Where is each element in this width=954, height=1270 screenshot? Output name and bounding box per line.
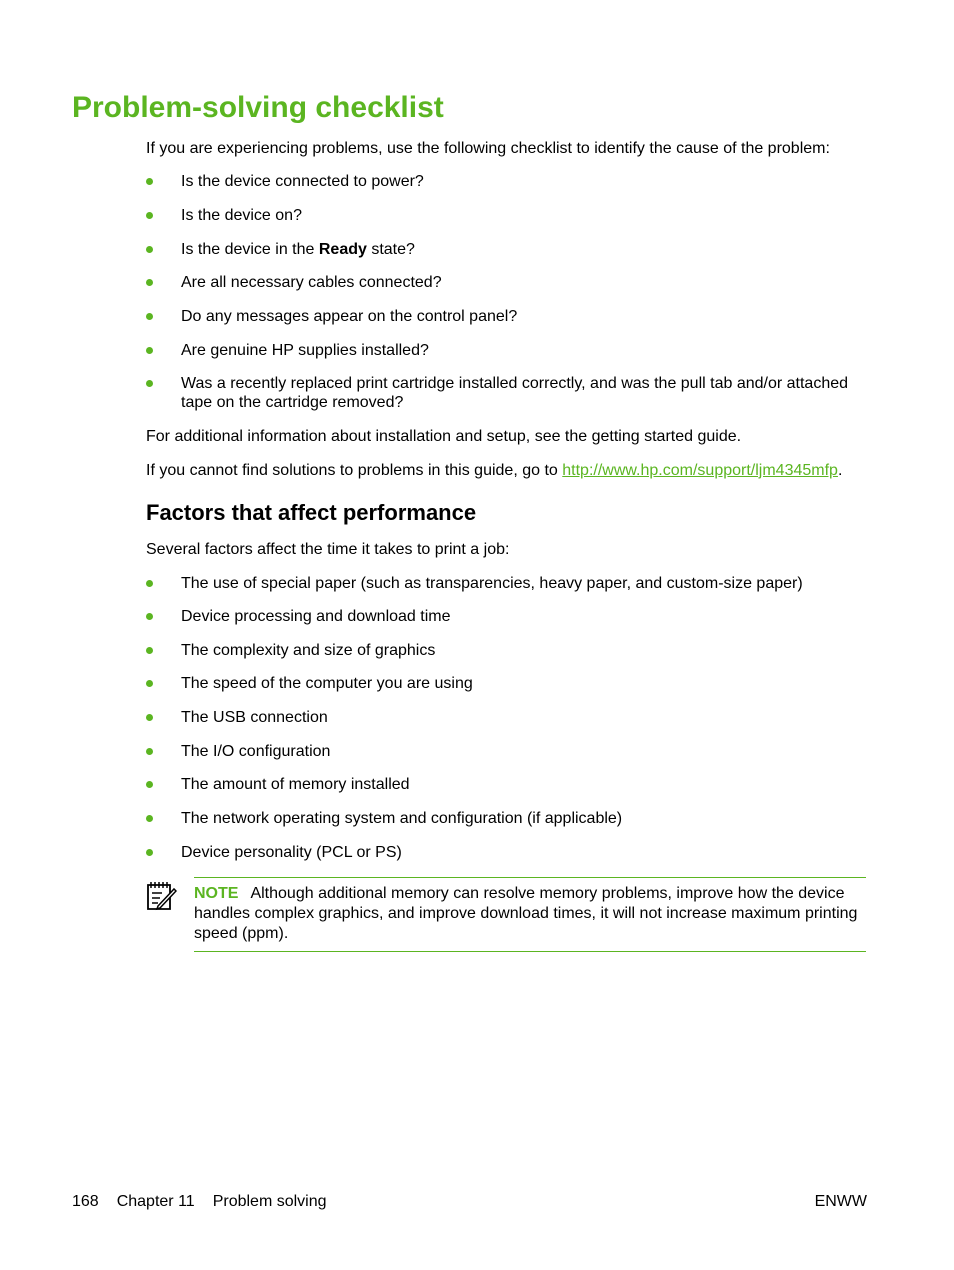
bullet-icon [146,680,153,687]
bullet-icon [146,781,153,788]
list-item: Is the device on? [146,206,856,225]
intro-paragraph: If you are experiencing problems, use the following checklist to identify the cause of the problem: [146,140,830,157]
list-item: The network operating system and configuration (if applicable) [146,809,856,828]
list-item: The speed of the computer you are using [146,674,856,693]
note-box [194,877,866,952]
ready-state-label: Ready [318,241,367,258]
bullet-icon [146,647,153,654]
list-item: The I/O configuration [146,742,856,761]
page-number: 168 [72,1193,99,1210]
footer-chapter: Chapter 11 [116,1193,195,1210]
list-item: The complexity and size of graphics [146,641,856,660]
footer-left [72,1192,327,1211]
bullet-icon [146,347,153,354]
support-paragraph: If you cannot find solutions to problems in this guide, go to http://www.hp.com/support/ljm4345mfp. [146,462,843,479]
bullet-icon [146,246,153,253]
note-text: NOTE Although additional memory can resolve memory problems, improve how the device handles complex graphics, and improve download times, it will not increase maximum printing speed (ppm). [194,885,858,942]
factors-intro-paragraph: Several factors affect the time it takes to print a job: [146,541,510,558]
note-label: NOTE [194,885,239,902]
note-pad-icon [145,880,177,912]
list-item: The USB connection [146,708,856,727]
bullet-icon [146,279,153,286]
list-item: Device processing and download time [146,607,856,626]
bullet-icon [146,313,153,320]
list-item: Was a recently replaced print cartridge installed correctly, and was the pull tab and/or attached tape on the cartridge removed? [146,374,856,412]
additional-info-paragraph: For additional information about installation and setup, see the getting started guide. [146,428,742,445]
bullet-icon [146,849,153,856]
list-item: The amount of memory installed [146,775,856,794]
list-item: Do any messages appear on the control panel? [146,307,856,326]
bullet-icon [146,815,153,822]
bullet-icon [146,613,153,620]
bullet-icon [146,178,153,185]
list-item: Is the device connected to power? [146,172,856,191]
bullet-icon [146,714,153,721]
list-item: Device personality (PCL or PS) [146,843,856,862]
footer-locale: ENWW [814,1193,867,1210]
bullet-icon [146,212,153,219]
list-item: Are genuine HP supplies installed? [146,341,856,360]
bullet-icon [146,748,153,755]
footer-chapter-title: Problem solving [212,1193,327,1210]
page-title: Problem-solving checklist [72,91,444,124]
list-item: Is the device in the Ready state? [146,240,856,259]
list-item: Are all necessary cables connected? [146,273,856,292]
bullet-icon [146,380,153,387]
list-item: The use of special paper (such as transparencies, heavy paper, and custom-size paper) [146,574,856,593]
section-heading: Factors that affect performance [146,500,477,525]
support-link[interactable]: http://www.hp.com/support/ljm4345mfp [562,462,838,479]
bullet-icon [146,580,153,587]
